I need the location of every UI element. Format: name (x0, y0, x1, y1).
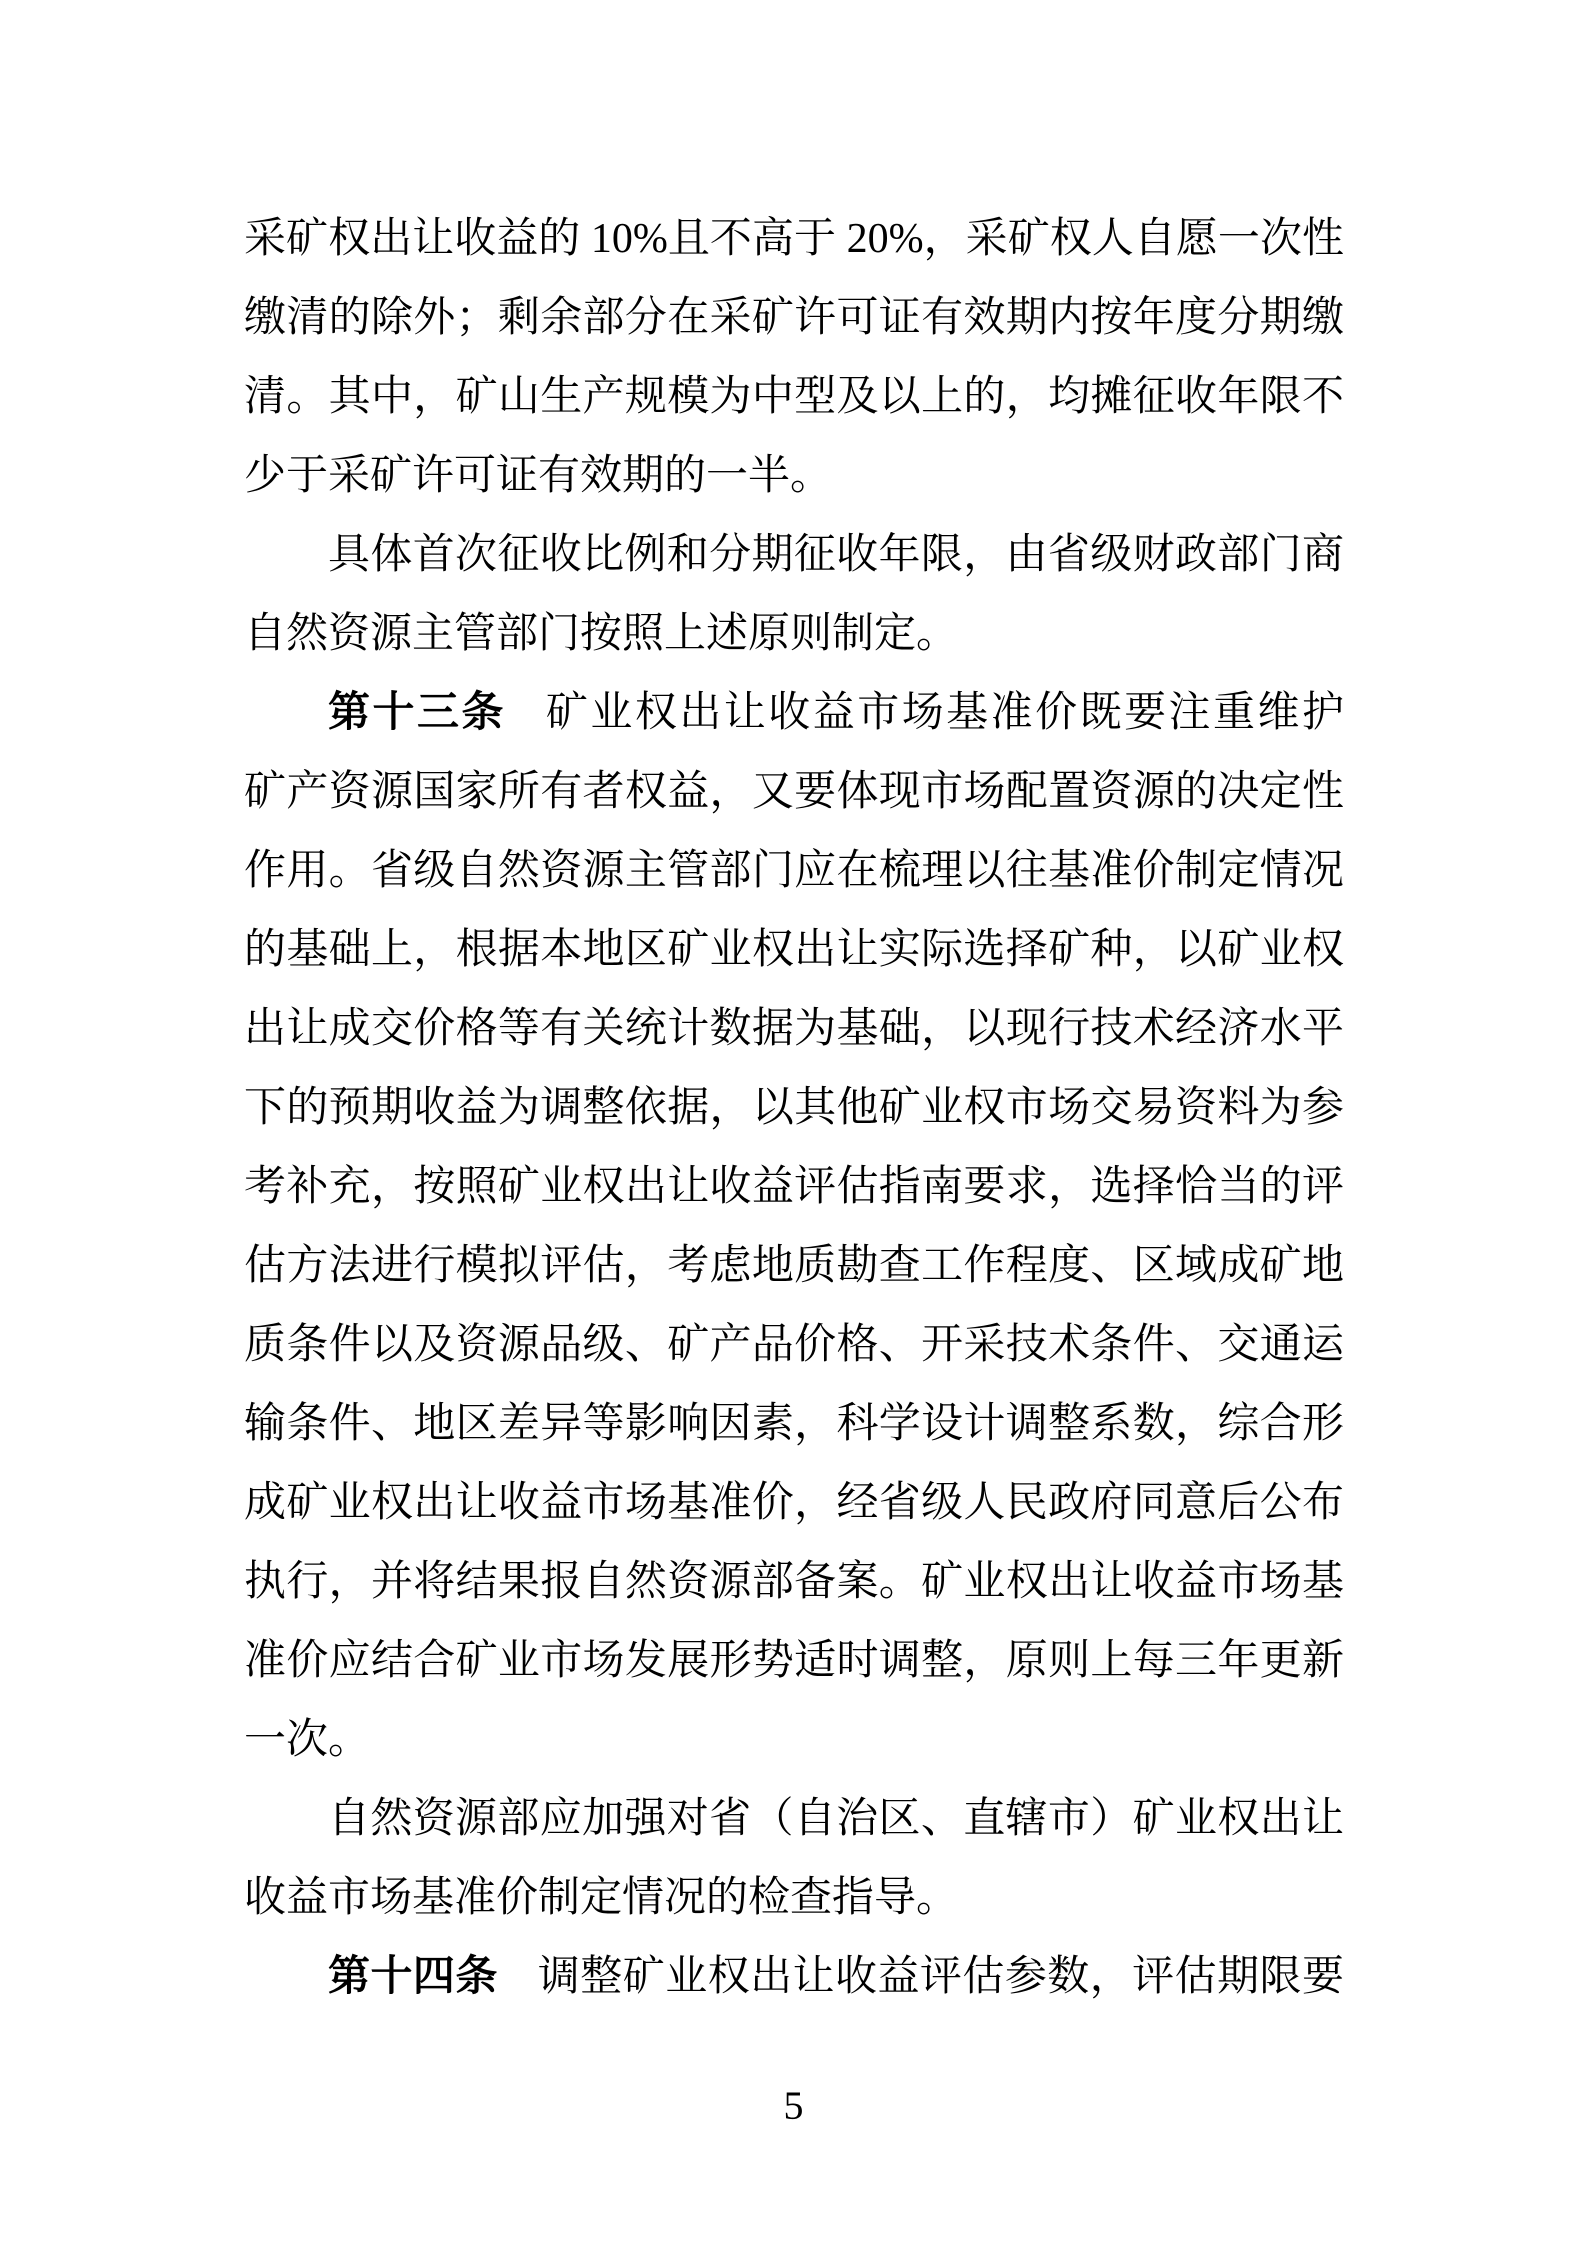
text-line: 出让成交价格等有关统计数据为基础，以现行技术经济水平 (244, 1006, 1344, 1052)
text-line: 准价应结合矿业市场发展形势适时调整，原则上每三年更新 (244, 1638, 1344, 1684)
text-line: 作用。省级自然资源主管部门应在梳理以往基准价制定情况 (244, 848, 1344, 894)
text-line: 下的预期收益为调整依据，以其他矿业权市场交易资料为参 (244, 1085, 1344, 1131)
text-line: 采矿权出让收益的 10%且不高于 20%，采矿权人自愿一次性 (244, 216, 1344, 262)
text-line: 缴清的除外；剩余部分在采矿许可证有效期内按年度分期缴 (244, 295, 1344, 341)
text-line: 考补充，按照矿业权出让收益评估指南要求，选择恰当的评 (244, 1164, 1344, 1210)
text-line-content: 矿业权出让收益市场基准价既要注重维护 (545, 690, 1344, 736)
text-line: 质条件以及资源品级、矿产品价格、开采技术条件、交通运 (244, 1322, 1344, 1368)
text-line: 成矿业权出让收益市场基准价，经省级人民政府同意后公布 (244, 1480, 1344, 1526)
text-line: 输条件、地区差异等影响因素，科学设计调整系数，综合形 (244, 1401, 1344, 1447)
text-line: 估方法进行模拟评估，考虑地质勘查工作程度、区域成矿地 (244, 1243, 1344, 1289)
text-line: 具体首次征收比例和分期征收年限，由省级财政部门商 (328, 532, 1344, 578)
text-line: 矿产资源国家所有者权益，又要体现市场配置资源的决定性 (244, 769, 1344, 815)
page-number: 5 (783, 2083, 804, 2128)
text-line (244, 1938, 1344, 2017)
text-line: 一次。 (244, 1717, 371, 1763)
article-number: 第十三条 (328, 690, 506, 736)
text-line: 自然资源主管部门按照上述原则制定。 (244, 611, 959, 657)
document-body (244, 200, 1344, 2017)
text-line (244, 674, 1344, 753)
text-line: 少于采矿许可证有效期的一半。 (244, 453, 833, 499)
text-line: 执行，并将结果报自然资源部备案。矿业权出让收益市场基 (244, 1559, 1344, 1605)
text-line: 收益市场基准价制定情况的检查指导。 (244, 1875, 959, 1921)
text-line: 的基础上，根据本地区矿业权出让实际选择矿种，以矿业权 (244, 927, 1344, 973)
article-number: 第十四条 (328, 1954, 498, 2000)
text-line-content: 调整矿业权出让收益评估参数，评估期限要 (537, 1954, 1344, 2000)
text-line: 自然资源部应加强对省（自治区、直辖市）矿业权出让 (328, 1796, 1344, 1842)
text-line: 清。其中，矿山生产规模为中型及以上的，均摊征收年限不 (244, 374, 1344, 420)
